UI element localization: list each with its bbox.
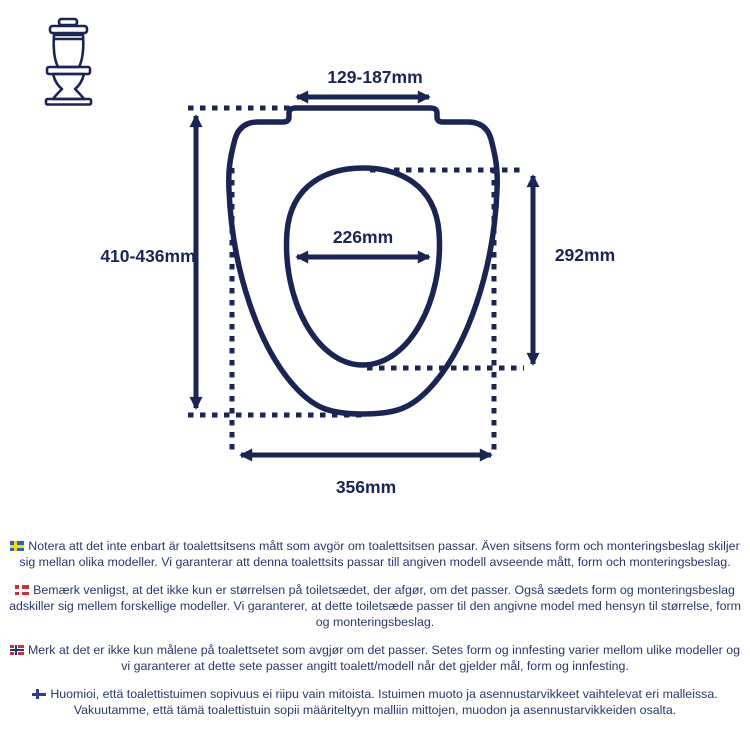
seat-outer-shape (229, 108, 498, 414)
note-text-swedish: Notera att det inte enbart är toalettsitsens mått som avgör om toalettsitsen passar. Även sitsens form och monteringsbeslag skiljer sig mellan olika modeller. Vi garanterar att denna toalettsits passar till angiven modell avseende mått, form och monteringsbeslag. (19, 539, 740, 569)
norway-flag-icon (10, 645, 24, 655)
note-text-danish: Bemærk venligst, at det ikke kun er størrelsen på toiletsædet, der afgør, om det passer. Også sædets form og monteringsbeslag adskiller sig mellem forskellige modeller. Vi garanterer, at dette toiletsæde passer til den angivne model med hensyn til størrelse, form og monteringsbeslag. (9, 583, 741, 629)
seat-width-label: 356mm (335, 477, 397, 497)
note-text-finnish: Huomioi, että toalettistuimen sopivuus ei riipu vain mitoista. Istuimen muoto ja asennustarvikkeet vaihtelevat eri malleissa. Vakuutamme, että tämä toalettistuin sopii määriteltyyn malliin mittojen, muodon ja asennustarvikkeiden osalta. (50, 687, 718, 717)
toilet-front-icon (46, 19, 91, 105)
inner-width-label: 226mm (332, 227, 394, 247)
denmark-flag-icon (15, 585, 29, 595)
note-norwegian (0, 642, 750, 674)
note-text-norwegian: Merk at det er ikke kun målene på toalettsetet som avgjør om det passer. Setes form og innfesting varier mellom ulike modeller og vi garanterer at dette sete passer angitt toalett/modell når det gjelder mål, form og innfesting. (27, 643, 741, 673)
finland-flag-icon (32, 689, 46, 699)
seat-length-label: 410-436mm (100, 246, 196, 266)
note-danish (0, 582, 750, 630)
language-notes (0, 538, 750, 730)
seat-inner-hole (287, 168, 440, 365)
dimension-reference-lines (188, 108, 524, 452)
note-finnish (0, 686, 750, 718)
seat-outline (229, 108, 498, 414)
hinge-width-label: 129-187mm (327, 67, 423, 87)
inner-length-label: 292mm (554, 245, 616, 265)
sweden-flag-icon (10, 541, 24, 551)
note-swedish (0, 538, 750, 570)
